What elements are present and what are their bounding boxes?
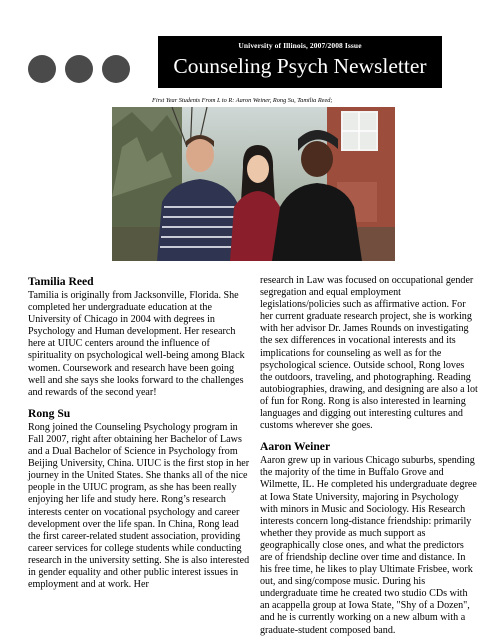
newsletter-title: Counseling Psych Newsletter [173, 54, 427, 78]
left-column [28, 275, 251, 591]
article-heading-tamilia: Tamilia Reed [28, 275, 94, 288]
circle-icon [102, 55, 130, 83]
article-body-rong: Rong joined the Counseling Psychology program in Fall 2007, right after obtaining her Bachelor of Laws and a Dual Bachelor of Science in Psychology from Beijing University, China. UIUC is the first stop in her journey in the United States. She thanks all of the nice people in the UIUC program, as she has been really enjoying her life and study here. Rong’s research interests center on vocational psychology and career development over the life span. In China, Rong lead the first career-related student association, providing career services for college students while conducting research in the university setting. She is also interested in gender equality and other public interest issues in employment and at work. Her [28, 421, 250, 591]
article-body-aaron: Aaron grew up in various Chicago suburbs, spending the majority of the time in Buffalo Grove and Wilmette, IL. He completed his undergraduate degree at Iowa State University, majoring in Psychology with minors in Music and Sociology. His Research interests concern long-distance friendship: primarily whether they provide as much support as geographically close ones, and what the predictors are of friendship decline over time and distance. In his free time, he likes to play Ultimate Frisbee, work out, and sing/compose music. During his undergraduate time he created two studio CDs with an acappella group at Iowa State, "Shy of a Dozen", and he is currently working on a new album with a graduate-student composed band. [260, 455, 477, 636]
photo-illustration [112, 107, 395, 261]
circle-icon [65, 55, 93, 83]
decorative-circles [28, 55, 130, 83]
right-column [260, 275, 478, 637]
article-heading-rong: Rong Su [28, 406, 71, 420]
photo-caption: First Year Students From L to R: Aaron Weiner, Rong Su, Tamilia Reed; [152, 97, 333, 104]
masthead [158, 36, 442, 88]
group-photo [112, 107, 395, 261]
article-body-tamilia: Tamilia is originally from Jacksonville, Florida. She completed her undergraduate education at the University of Chicago in 2004 with degrees in Psychology and Human development. Her research here at UIUC centers around the influence of spirituality on psychological well-being among Black women. Coursework and research have been going well and she says she looks forward to the challenges and rewards of the second year! [28, 290, 245, 398]
issue-line: University of Illinois, 2007/2008 Issue [238, 41, 362, 50]
article-body-rong-continued: research in Law was focused on occupational gender segregation and equal employment legislations/policies such as affirmative action. For her current graduate research project, she is working with her advisor Dr. James Rounds on investigating the sex differences in vocational interests and its implications for counseling as well as for the psychological science. Outside school, Rong loves the outdoors, traveling, and photographing. Reading autobiographies, drawing, and designing are also a lot of fun for Rong. Rong is also interested in learning languages and digging out interesting cultures and customs wherever she goes. [260, 275, 478, 432]
circle-icon [28, 55, 56, 83]
article-heading-aaron: Aaron Weiner [260, 440, 331, 454]
